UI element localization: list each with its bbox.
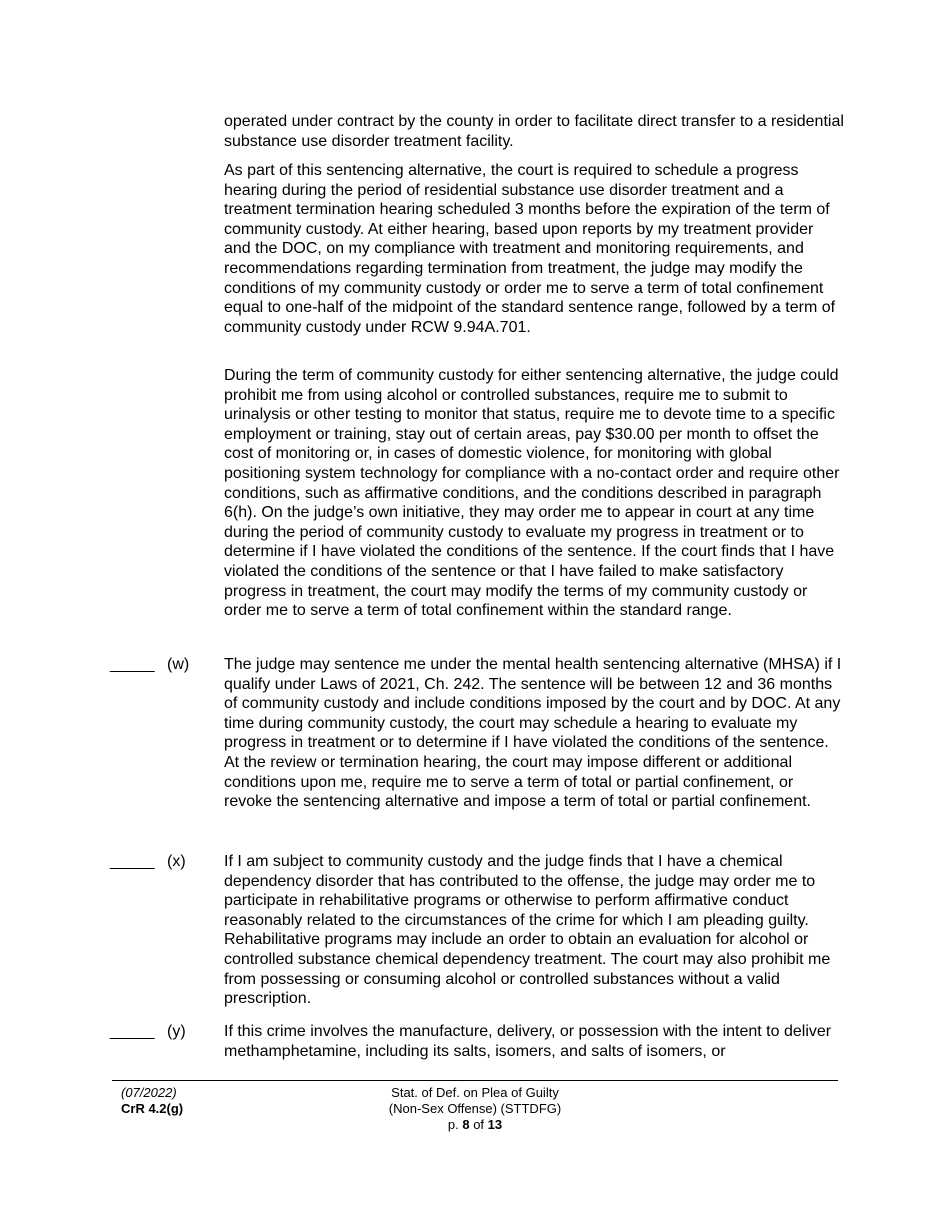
footer-form-title bbox=[310, 1085, 640, 1133]
paragraph-progress-hearing: As part of this sentencing alternative, the court is required to schedule a progress hearing during the period of residential substance use disorder treatment and a treatment termination hearing scheduled 3 months before the expiration of the term of community custody. At either hearing, based upon reports by my treatment provider and the DOC, on my compliance with treatment and monitoring requirements, and recommendations regarding termination from treatment, the judge may modify the conditions of my community custody or order me to serve a term of total confinement equal to one-half of the midpoint of the standard sentence range, followed by a term of community custody under RCW 9.94A.701. bbox=[224, 162, 836, 336]
page-prefix: p. bbox=[447, 1117, 459, 1132]
item-y-checkbox-blank[interactable]: _____ bbox=[110, 1023, 155, 1040]
item-y-text: If this crime involves the manufacture, delivery, or possession with the intent to deliver methamphetamine, including its salts, isomers, and salts of isomers, or bbox=[224, 1023, 832, 1060]
footer-date: (07/2022) bbox=[121, 1085, 177, 1100]
item-w-text: The judge may sentence me under the mental health sentencing alternative (MHSA) if I qualify under Laws of 2021, Ch. 242. The sentence will be between 12 and 36 months of community custody and include conditions imposed by the court and by DOC. At any time during community custody, the court may schedule a hearing to evaluate my progress in treatment or to determine if I have violated the conditions of the sentence. At the review or termination hearing, the court may impose different or additional conditions upon me, require me to serve a term of total or partial confinement, or revoke the sentencing alternative and impose a term of total or partial confinement. bbox=[224, 656, 842, 811]
footer-page-number bbox=[310, 1117, 640, 1133]
footer-rule-number: CrR 4.2(g) bbox=[121, 1101, 184, 1116]
footer-title-line2: (Non-Sex Offense) (STTDFG) bbox=[388, 1101, 562, 1116]
item-w-label: (w) bbox=[167, 656, 190, 673]
footer-title-line1: Stat. of Def. on Plea of Guilty bbox=[391, 1085, 559, 1100]
item-x-text: If I am subject to community custody and the judge finds that I have a chemical dependency disorder that has contributed to the offense, the judge may order me to participate in rehabilitative programs or otherwise to perform affirmative conduct reasonably related to the circumstances of the crime for which I am pleading guilty. Rehabilitative programs may include an order to obtain an evaluation for alcohol or controlled substance chemical dependency treatment. The court may also prohibit me from possessing or consuming alcohol or controlled substances without a valid prescription. bbox=[224, 853, 831, 1008]
footer-divider bbox=[112, 1080, 838, 1081]
item-w-checkbox-blank[interactable]: _____ bbox=[110, 656, 155, 673]
item-x-checkbox-blank[interactable]: _____ bbox=[110, 853, 155, 870]
paragraph-community-custody: During the term of community custody for either sentencing alternative, the judge could prohibit me from using alcohol or controlled substances, require me to submit to urinalysis or other testing to monitor that status, require me to devote time to a specific employment or training, stay out of certain areas, pay $30.00 per month to offset the cost of monitoring or, in cases of domestic violence, for monitoring with global positioning system technology for compliance with a no-contact order and require other conditions, such as affirmative conditions, and the conditions described in paragraph 6(h). On the judge’s own initiative, they may order me to appear in court at any time during the period of community custody to evaluate my progress in treatment or to determine if I have violated the conditions of the sentence. If the court finds that I have violated the conditions of the sentence or that I have failed to make satisfactory progress in treatment, the court may modify the terms of my community custody or order me to serve a term of total confinement within the standard range. bbox=[224, 367, 840, 620]
paragraph-intro: operated under contract by the county in order to facilitate direct transfer to a residential substance use disorder treatment facility. bbox=[224, 113, 844, 150]
page-total: 13 bbox=[487, 1117, 503, 1132]
item-y-label: (y) bbox=[167, 1023, 186, 1040]
item-x-label: (x) bbox=[167, 853, 186, 870]
footer-form-info bbox=[121, 1085, 183, 1117]
page-of: of bbox=[473, 1117, 485, 1132]
page-current: 8 bbox=[462, 1117, 470, 1132]
